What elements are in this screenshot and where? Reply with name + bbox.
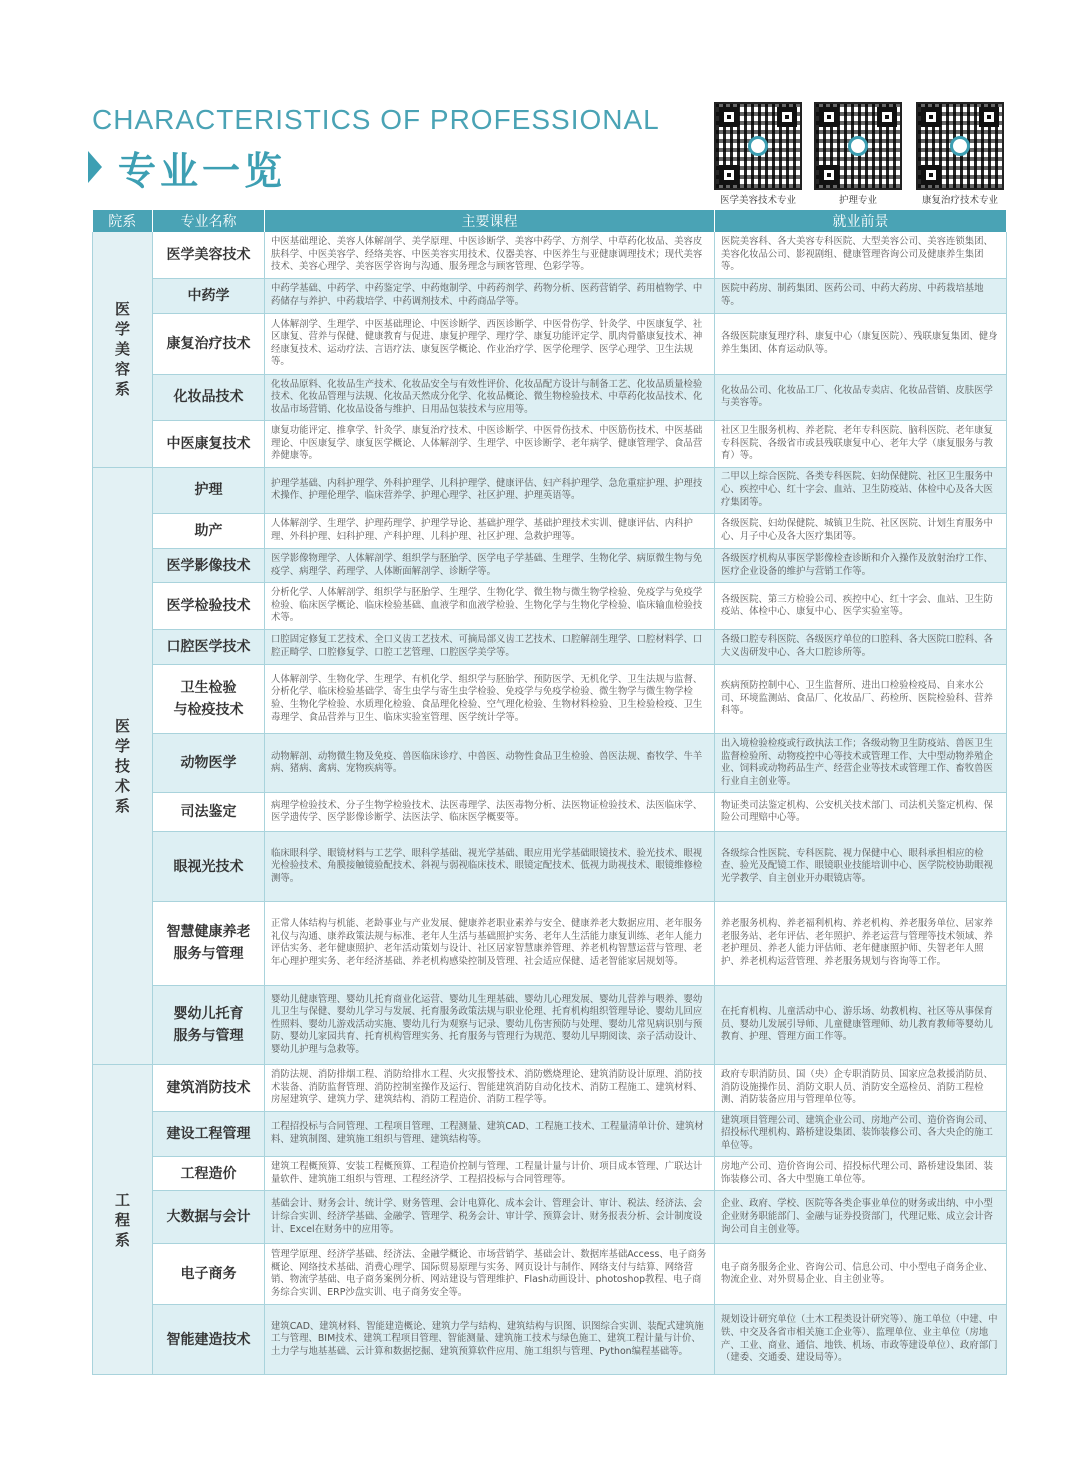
header-main-courses: 主要课程 [265,210,715,232]
table-row [93,467,1007,513]
qr-code-icon [714,102,802,190]
main-courses: 病理学检验技术、分子生物学检验技术、法医毒理学、法医毒物分析、法医物证检验技术、法医临床学、医学遗传学、医学影像诊断学、法医法学、临床医学概要等。 [265,793,715,832]
main-courses: 建筑CAD、建筑材料、智能建造概论、建筑力学与结构、建筑结构与识图、识图综合实训、装配式建筑施工与管理、BIM技术、建筑工程项目管理、智能测量、建筑施工技术与绿色施工、建筑工程计量与计价、土力学与地基基础、云计算和数据挖掘、建筑预算软件应用、施工组织与管理、Python编程基础等。 [265,1305,715,1375]
main-courses: 基础会计、财务会计、统计学、财务管理、会计电算化、成本会计、管理会计、审计、税法、经济法、会计综合实训、经济学基础、金融学、管理学、税务会计、审计学、预算会计、财务报表分析、会计制度设计、Excel在财务中的应用等。 [265,1191,715,1244]
department-name: 工程系 [114,1190,130,1249]
main-courses: 临床眼科学、眼镜材料与工艺学、眼科学基础、视光学基础、眼应用光学基础眼镜技术、验光技术、眼视光检验技术、角膜接触镜验配技术、斜视与弱视临床技术、眼镜定配技术、低视力助视技术、眼镜维修检测等。 [265,832,715,902]
table-row [93,793,1007,832]
career-prospects: 出入境检验检疫或行政执法工作；各级动物卫生防疫站、兽医卫生监督检验所、动物疫控中心等技术或管理工作、大中型动物养殖企业、饲料或动物药品生产、经营企业等技术或管理工作、畜牧兽医行业自主创业等。 [715,734,1007,793]
career-prospects: 在托育机构、儿童活动中心、游乐场、幼教机构、社区等从事保育员、婴幼儿发展引导师、儿童健康管理师、幼儿教育教师等婴幼儿教育、护理、管理方面工作等。 [715,986,1007,1065]
table-row [93,1305,1007,1375]
career-prospects: 二甲以上综合医院、各类专科医院、妇幼保健院、社区卫生服务中心、疾控中心、红十字会、血站、卫生防疫站、体检中心及各大医疗集团等。 [715,467,1007,513]
title-chinese: 专业一览 [118,148,287,193]
table-header-row [93,210,1007,232]
title-chinese-block [88,142,286,192]
department-name: 医学美容系 [114,300,130,399]
main-courses: 动物解剖、动物微生物及免疫、兽医临床诊疗、中兽医、动物性食品卫生检验、兽医法规、畜牧学、牛羊病、猪病、禽病、宠物疾病等。 [265,734,715,793]
main-courses: 化妆品原料、化妆品生产技术、化妆品安全与有效性评价、化妆品配方设计与制备工艺、化妆品质量检验技术、化妆品管理与法规、化妆品天然成分化学、化妆品概论、微生物检验技术、中草药化妆品技术、化妆品市场营销、化妆品设备与维护、日用品包装技术与应用等。 [265,374,715,420]
major-name: 智能建造技术 [153,1305,265,1375]
table-row [93,421,1007,467]
department-cell [93,232,153,467]
department-cell [93,1065,153,1375]
qr-code-rehabilitation[interactable] [914,102,1006,206]
table-row [93,1191,1007,1244]
career-prospects: 电子商务服务企业、咨询公司、信息公司、中小型电子商务企业、物流企业、对外贸易企业、自主创业等。 [715,1244,1007,1305]
major-name: 大数据与会计 [153,1191,265,1244]
main-courses: 工程招投标与合同管理、工程项目管理、工程测量、建筑CAD、工程施工技术、工程量清单计价、建筑材料、建筑制图、建筑施工组织与管理、建筑结构等。 [265,1111,715,1156]
table-row [93,278,1007,313]
header-major-name: 专业名称 [153,210,265,232]
main-courses: 人体解剖学、生理学、护理药理学、护理学导论、基础护理学、基础护理技术实训、健康评估、内科护理、外科护理、妇科护理、产科护理、儿科护理、社区护理、急救护理等。 [265,513,715,548]
career-prospects: 各级医院、妇幼保健院、城镇卫生院、社区医院、计划生育服务中心、月子中心及各大医疗集团等。 [715,513,1007,548]
main-courses: 正常人体结构与机能、老龄事业与产业发展、健康养老职业素养与安全、健康养老大数据应用、老年服务礼仪与沟通、康养政策法规与标准、老年人生活与基础照护实务、老年人生活能力康复训练、老年人能力评估实务、老年健康照护、老年活动策划与设计、社区居家智慧康养管理、养老机构智慧运营与管理、老年心理护理实务、老年经济基础、养老机构感染控制及管理、社会适应保健、适老智能家居规划等。 [265,901,715,985]
career-prospects: 建筑项目管理公司、建筑企业公司、房地产公司、造价咨询公司、招投标代理机构、路桥建设集团、装饰装修公司、各大央企的施工单位等。 [715,1111,1007,1156]
table-row [93,374,1007,420]
qr-code-icon [814,102,902,190]
major-name: 医学检验技术 [153,583,265,629]
major-name: 医学影像技术 [153,548,265,583]
career-prospects: 各级综合性医院、专科医院、视力保健中心、眼科承担相应的检查、验光及配镜工作、眼镜职业技能培训中心、医学院校协助眼视光学教学、自主创业开办眼镜店等。 [715,832,1007,902]
department-cell [93,467,153,1065]
main-courses: 中药学基础、中药学、中药鉴定学、中药炮制学、中药药剂学、药物分析、医药营销学、药用植物学、中药储存与养护、中药栽培学、中药调剂技术、中药商品学等。 [265,278,715,313]
main-courses: 医学影像物理学、人体解剖学、组织学与胚胎学、医学电子学基础、生理学、生物化学、病原微生物与免疫学、病理学、药理学、人体断面解剖学、诊断学等。 [265,548,715,583]
major-name: 中医康复技术 [153,421,265,467]
major-name: 化妆品技术 [153,374,265,420]
qr-code-icon [916,102,1004,190]
major-name: 中药学 [153,278,265,313]
major-name: 助产 [153,513,265,548]
table-row [93,734,1007,793]
main-courses: 人体解剖学、生物化学、生理学、有机化学、组织学与胚胎学、预防医学、无机化学、卫生法规与监督、分析化学、临床检验基础学、寄生虫学与寄生虫学检验、免疫学与免疫学检验、微生物学与微生物学检验、生物化学检验、水质理化检验、食品理化检验、空气理化检验、生物材料检验、卫生检验检疫、卫生毒理学、食品营养与卫生、临床实验室管理、医学统计学等。 [265,664,715,734]
table-row [93,986,1007,1065]
career-prospects: 化妆品公司、化妆品工厂、化妆品专卖店、化妆品营销、皮肤医学与美容等。 [715,374,1007,420]
main-courses: 康复功能评定、推拿学、针灸学、康复治疗技术、中医诊断学、中医骨伤技术、中医筋伤技术、中医基础理论、中医康复学、康复医学概论、人体解剖学、生理学、中医诊断学、老年病学、健康管理学、食品营养健康等。 [265,421,715,467]
career-prospects: 物证类司法鉴定机构、公安机关技术部门、司法机关鉴定机构、保险公司理赔中心等。 [715,793,1007,832]
career-prospects: 企业、政府、学校、医院等各类企事业单位的财务或出纳、中小型企业财务职能部门、金融与证券投资部门，代理记账、成立会计咨询公司自主创业等。 [715,1191,1007,1244]
table-row [93,1244,1007,1305]
qr-code-nursing[interactable] [812,102,904,206]
main-courses: 建筑工程概预算、安装工程概预算、工程造价控制与管理、工程量计量与计价、项目成本管理、广联达计量软件、建筑施工组织与管理、工程经济学、工程招投标与合同管理等。 [265,1156,715,1191]
table-row [93,1111,1007,1156]
major-name: 婴幼儿托育 服务与管理 [153,986,265,1065]
major-name: 口腔医学技术 [153,629,265,664]
qr-label: 护理专业 [838,195,877,206]
table-row [93,832,1007,902]
qr-label: 医学美容技术专业 [719,195,796,206]
main-courses: 分析化学、人体解剖学、组织学与胚胎学、生理学、生物化学、微生物与微生物学检验、免疫学与免疫学检验、临床医学概论、临床检验基础、血液学和血液学检验、生物化学与生物化学检验、临床输血检验技术等。 [265,583,715,629]
table-row [93,901,1007,985]
career-prospects: 房地产公司、造价咨询公司、招投标代理公司、路桥建设集团、装饰装修公司、各大中型施工单位等。 [715,1156,1007,1191]
table-row [93,548,1007,583]
career-prospects: 疾病预防控制中心、卫生监督所、进出口检验检疫局、自来水公司、环境监测站、食品厂、化妆品厂、药检所、医院检验科、营养科等。 [715,664,1007,734]
major-name: 护理 [153,467,265,513]
title-english: CHARACTERISTICS OF PROFESSIONAL [92,104,660,135]
main-courses: 中医基础理论、美容人体解剖学、美学原理、中医诊断学、美容中药学、方剂学、中草药化妆品、美容皮肤科学、中医美容学、经络美容、中医美容实用技术、仪器美容、中医养生与亚健康调理技术；现代美容技术、美容心理学、美容医学咨询与沟通、服务理念与顾客管理、色彩学等。 [265,232,715,278]
major-name: 智慧健康养老 服务与管理 [153,901,265,985]
major-name: 建筑消防技术 [153,1065,265,1111]
qr-label: 康复治疗技术专业 [921,195,998,206]
table-row [93,629,1007,664]
major-name: 电子商务 [153,1244,265,1305]
table-row [93,664,1007,734]
career-prospects: 医院美容科、各大美容专科医院、大型美容公司、美容连锁集团、美容化妆品公司、影视剧组、健康管理咨询公司及健康养生集团等。 [715,232,1007,278]
career-prospects: 规划设计研究单位（土木工程类设计研究等）、施工单位（中建、中铁、中交及各省市相关施工企业等）、监理单位、业主单位（房地产、工业、商业、通信、地铁、机场、市政等建设单位）、政府部门（建委、交通委、建设局等）。 [715,1305,1007,1375]
career-prospects: 政府专职消防员、国（央）企专职消防员、国家应急救援消防员、消防设施操作员、消防文职人员、消防安全巡检员、消防工程检测、消防装备应用与管理单位等。 [715,1065,1007,1111]
career-prospects: 养老服务机构、养老福利机构、养老机构、养老服务单位、居家养老服务站、老年评估、老年照护、养老运营与管理等技术领域、养老护理员、养老人能力评估师、老年健康照护师、失智老年人照护、养老机构运营管理、养老服务规划与咨询等工作。 [715,901,1007,985]
main-courses: 管理学原理、经济学基础、经济法、金融学概论、市场营销学、基础会计、数据库基础Access、电子商务概论、网络技术基础、消费心理学、国际贸易原理与实务、网页设计与制作、网络支付与结算、网络营销、物流学基础、电子商务案例分析、网站建设与管理维护、Flash动画设计、photoshop教程、电子商务综合实训、ERP沙盘实训、电子商务安全等。 [265,1244,715,1305]
main-courses: 消防法规、消防排烟工程、消防给排水工程、火灾报警技术、消防燃烧理论、建筑消防设计原理、消防技术装备、消防监督管理、消防控制室操作及运行、智能建筑消防自动化技术、消防工程施工、建筑材料、房屋建筑学、建筑力学、建筑结构、消防工程造价、消防工程学等。 [265,1065,715,1111]
major-name: 司法鉴定 [153,793,265,832]
table-row [93,313,1007,374]
table-row [93,1156,1007,1191]
department-name: 医学技术系 [114,716,130,815]
major-name: 动物医学 [153,734,265,793]
major-name: 卫生检验 与检疫技术 [153,664,265,734]
career-prospects: 各级医院、第三方检验公司、疾控中心、红十字会、血站、卫生防疫站、体检中心、康复中心、医学实验室等。 [715,583,1007,629]
major-name: 建设工程管理 [153,1111,265,1156]
major-name: 医学美容技术 [153,232,265,278]
header-department: 院系 [93,210,153,232]
main-courses: 护理学基础、内科护理学、外科护理学、儿科护理学、健康评估、妇产科护理学、急危重症护理、护理技术操作、护理伦理学、临床营养学、护理心理学、社区护理、护理英语等。 [265,467,715,513]
career-prospects: 各级医疗机构从事医学影像检查诊断和介入操作及放射治疗工作、医疗企业设备的维护与营销工作等。 [715,548,1007,583]
table-row [93,232,1007,278]
table-row [93,583,1007,629]
career-prospects: 各级医院康复理疗科、康复中心（康复医院）、残联康复集团、健身养生集团、体育运动队等。 [715,313,1007,374]
table-row [93,1065,1007,1111]
majors-table [92,210,1007,1375]
table-body [93,232,1007,1375]
header-career-prospects: 就业前景 [715,210,1007,232]
major-name: 工程造价 [153,1156,265,1191]
major-name: 眼视光技术 [153,832,265,902]
main-courses: 人体解剖学、生理学、中医基础理论、中医诊断学、西医诊断学、中医骨伤学、针灸学、中医康复学、社区康复、营养与保健、健康教育与促进、康复护理学、理疗学、康复功能评定学、肌肉骨骼康复技术、神经康复技术、运动疗法、言语疗法、康复医学概论、作业治疗学、医学伦理学、医学心理学、卫生法规等。 [265,313,715,374]
career-prospects: 社区卫生服务机构、养老院、老年专科医院、脑科医院、老年康复专科医院、各级省市或县残联康复中心、老年大学（康复服务与教育）等。 [715,421,1007,467]
main-courses: 婴幼儿健康管理、婴幼儿托育商业化运营、婴幼儿生理基础、婴幼儿心理发展、婴幼儿营养与喂养、婴幼儿卫生与保健、婴幼儿学习与发展、托育服务政策法规与职业伦理、托育机构组织管理导论、婴幼儿回应性照料、婴幼儿游戏活动实施、婴幼儿行为观察与记录、婴幼儿伤害预防与处理、婴幼儿常见病识别与预防、婴幼儿家园共育、托育机构管理实务、托育服务与管理行为规范、婴幼儿早期阅读、亲子活动设计、婴幼儿护理与急救等。 [265,986,715,1065]
major-name: 康复治疗技术 [153,313,265,374]
triangle-marker-icon [88,151,102,183]
table-row [93,513,1007,548]
career-prospects: 医院中药房、制药集团、医药公司、中药大药房、中药栽培基地等。 [715,278,1007,313]
qr-code-medical-beauty[interactable] [712,102,804,206]
main-courses: 口腔固定修复工艺技术、全口义齿工艺技术、可摘局部义齿工艺技术、口腔解剖生理学、口腔材料学、口腔正畸学、口腔修复学、口腔工艺管理、口腔医学美学等。 [265,629,715,664]
career-prospects: 各级口腔专科医院、各级医疗单位的口腔科、各大医院口腔科、各大义齿研发中心、各大口腔诊所等。 [715,629,1007,664]
